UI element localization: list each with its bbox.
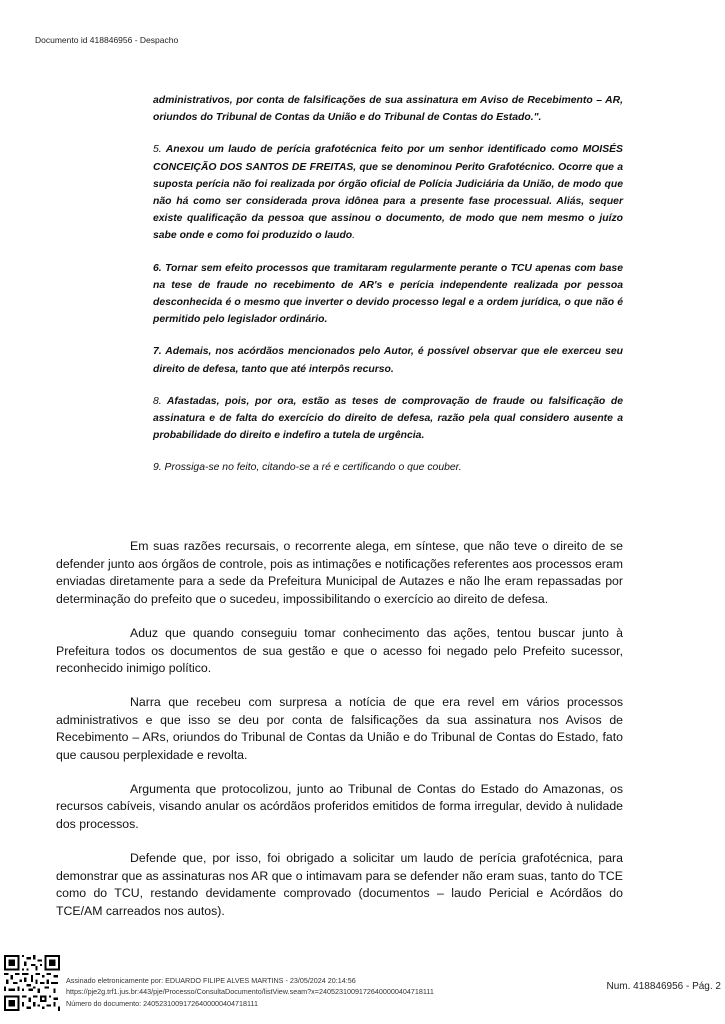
body-paragraph: Em suas razões recursais, o recorrente alega, em síntese, que não teve o direito de se defender junto aos órgãos de controle, pois as intimações e notificações referentes aos processos eram enviadas diretamente para a sede da Prefeitura Municipal de Autazes e não lhe eram repassadas por determinação do prefeito que o sucedeu, impossibilitando o exercício ao direito de defesa. <box>56 539 623 607</box>
quote-paragraph-5-text: Anexou um laudo de perícia grafotécnica feito por um senhor identificado como MOISÉS CONCEIÇÃO DOS SANTOS DE FREITAS, que se denominou Perito Grafotécnico. Ocorre que a suposta perícia não foi realizada por órgão oficial de Polícia Judiciária da União, de modo que não há como ser considerada prova idônea para a presente fase processual. Aliás, sequer existe qualificação da pessoa que assinou o documento, de modo que nem mesmo o juízo sabe onde e como foi produzido o laudo <box>153 144 623 242</box>
signature-line: Assinado eletronicamente por: EDUARDO FILIPE ALVES MARTINS - 23/05/2024 20:14:56 <box>66 976 356 985</box>
quote-paragraph-9: 9. Prossiga-se no feito, citando-se a ré e certificando o que couber. <box>153 462 462 474</box>
quote-paragraph-continued: administrativos, por conta de falsificações de sua assinatura em Aviso de Recebimento – AR, oriundos do Tribunal de Contas da União e do Tribunal de Contas do Estado.". <box>153 95 623 124</box>
body-paragraph: Aduz que quando conseguiu tomar conhecimento das ações, tentou buscar junto à Prefeitura todos os documentos de sua gestão e que o acesso foi negado pelo Prefeito sucessor, reconhecido inimigo político. <box>56 625 623 676</box>
signature-footer <box>66 975 434 1009</box>
quote-paragraph-7: 7. Ademais, nos acórdãos mencionados pelo Autor, é possível observar que ele exerceu seu direito de defesa, tanto que até interpôs recurso. <box>153 346 623 375</box>
dispatch-body <box>56 538 623 937</box>
paragraph-number: 8. <box>153 395 162 407</box>
body-paragraph: Argumenta que protocolizou, junto ao Tribunal de Contas do Estado do Amazonas, os recursos cabíveis, visando anular os acórdãos proferidos emitidos de forma irregular, devido à nulidade dos processos. <box>56 781 623 832</box>
quote-paragraph-8-text: Afastadas, pois, por ora, estão as teses de comprovação de fraude ou falsificação de assinatura e de falta do exercício do direito de defesa, razão pela qual considero ausente a probabilidade do direito e indefiro a tutela de urgência. <box>153 395 623 442</box>
quote-paragraph-8 <box>153 393 623 445</box>
qr-code-icon <box>4 955 60 1011</box>
quote-paragraph-5 <box>153 141 623 244</box>
quote-paragraph-6: 6. Tornar sem efeito processos que tramitaram regularmente perante o TCU apenas com base na tese de fraude no recebimento de AR's e perícia independente realizada por pessoa desconhecida é o mesmo que inverter o devido processo legal e a ordem jurídica, o que não é permitido pelo legislador ordinário. <box>153 262 623 326</box>
quote-paragraph-5-end: . <box>352 230 356 242</box>
body-paragraph: Defende que, por isso, foi obrigado a solicitar um laudo de perícia grafotécnica, para demonstrar que as assinaturas nos AR que o intimavam para se defender não eram suas, tanto do TCE como do TCU, restando devidamente comprovado (documentos – laudo Pericial e Acórdãos do TCE/AM carreados nos autos). <box>56 850 623 918</box>
body-paragraph: Narra que recebeu com surpresa a notícia de que era revel em vários processos administrativos e que isso se deu por conta de falsificações da sua assinatura nos Avisos de Recebimento – ARs, oriundos do Tribunal de Contas da União e do Tribunal de Contas do Estado, fato que causou perplexidade e revolta. <box>56 694 623 763</box>
document-id-header: Documento id 418846956 - Despacho <box>35 35 179 45</box>
quoted-decision <box>153 92 623 492</box>
paragraph-number: 5. <box>153 144 162 156</box>
document-url-link[interactable]: https://pje2g.trf1.jus.br:443/pje/Processo/ConsultaDocumento/listView.seam?x=24052310091726400000404718111 <box>66 987 434 997</box>
page-number: Num. 418846956 - Pág. 2 <box>606 981 721 992</box>
document-number: Número do documento: 24052310091726400000404718111 <box>66 998 258 1008</box>
